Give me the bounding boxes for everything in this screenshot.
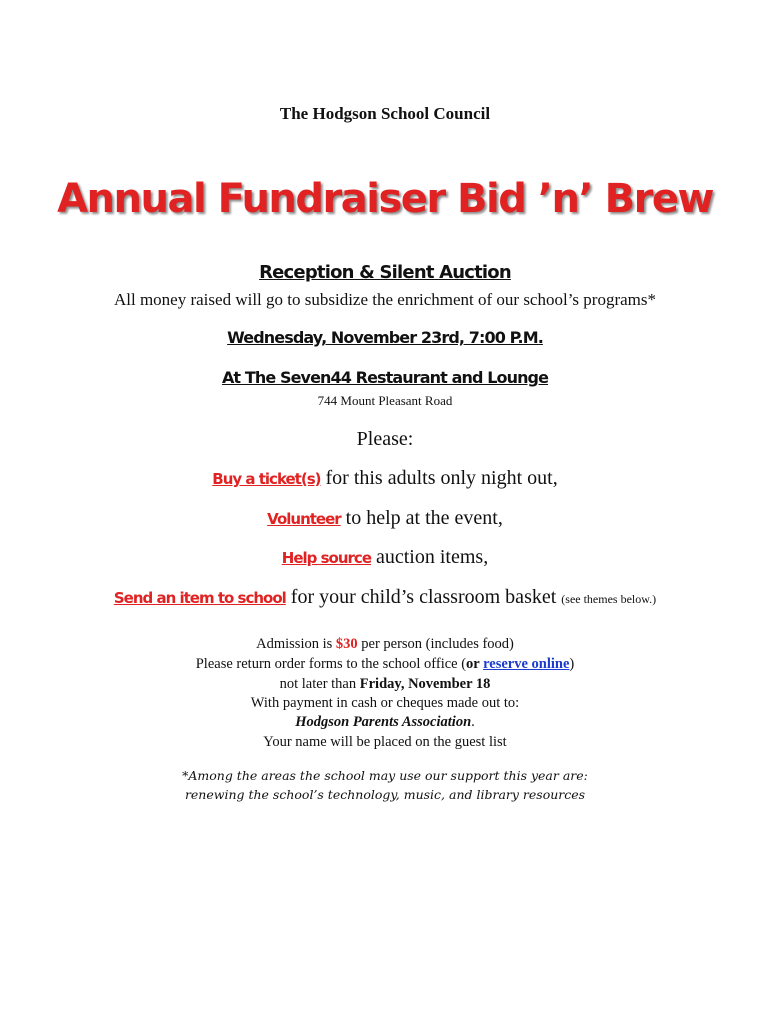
ask-buy-ticket bbox=[0, 467, 770, 490]
venue-address: 744 Mount Pleasant Road bbox=[317, 393, 453, 408]
or-label: or bbox=[466, 656, 484, 672]
deadline-line bbox=[0, 676, 770, 693]
return-forms-line bbox=[0, 656, 770, 673]
event-subheading: Reception & Silent Auction bbox=[259, 262, 511, 283]
payee-name: Hodgson Parents Association bbox=[295, 714, 472, 730]
ask-text: to help at the event, bbox=[340, 507, 503, 529]
reserve-online-link[interactable]: reserve online bbox=[483, 656, 570, 672]
event-date: Wednesday, November 23rd, 7:00 P.M. bbox=[227, 328, 543, 347]
deadline-date: Friday, November 18 bbox=[359, 676, 491, 692]
event-venue: At The Seven44 Restaurant and Lounge bbox=[221, 368, 549, 387]
payment-line: With payment in cash or cheques made out to: bbox=[250, 695, 520, 711]
ask-text: for this adults only night out, bbox=[320, 467, 558, 489]
footnote-line-2: renewing the school’s technology, music, and library resources bbox=[184, 787, 586, 802]
admission-prefix: Admission is bbox=[256, 636, 336, 652]
payee-line bbox=[0, 714, 770, 731]
guest-list-line: Your name will be placed on the guest list bbox=[263, 734, 507, 750]
event-title: Annual Fundraiser Bid ’n’ Brew bbox=[57, 176, 713, 222]
ask-text: auction items, bbox=[371, 546, 489, 568]
organization-name: The Hodgson School Council bbox=[279, 104, 491, 123]
ask-volunteer bbox=[0, 507, 770, 530]
deadline-prefix: not later than bbox=[279, 676, 360, 692]
admission-suffix: per person (includes food) bbox=[357, 636, 514, 652]
please-intro: Please: bbox=[356, 428, 414, 450]
admission-line bbox=[0, 636, 770, 653]
ask-highlight: Volunteer bbox=[267, 510, 341, 528]
ask-text: for your child’s classroom basket bbox=[285, 586, 562, 608]
purpose-statement: All money raised will go to subsidize the enrichment of our school’s programs* bbox=[113, 290, 656, 309]
ask-highlight: Buy a ticket(s) bbox=[212, 470, 321, 488]
return-prefix: Please return order forms to the school office ( bbox=[195, 656, 467, 672]
admission-price: $30 bbox=[335, 636, 358, 652]
ask-highlight: Help source bbox=[281, 549, 371, 567]
ask-help-source bbox=[0, 546, 770, 569]
ask-highlight: Send an item to school bbox=[113, 589, 286, 607]
ask-note: (see themes below.) bbox=[561, 592, 657, 606]
ask-send-item bbox=[0, 586, 770, 609]
payee-suffix: . bbox=[471, 714, 475, 730]
footnote-line-1: *Among the areas the school may use our support this year are: bbox=[182, 768, 588, 783]
return-suffix: ) bbox=[569, 656, 575, 672]
